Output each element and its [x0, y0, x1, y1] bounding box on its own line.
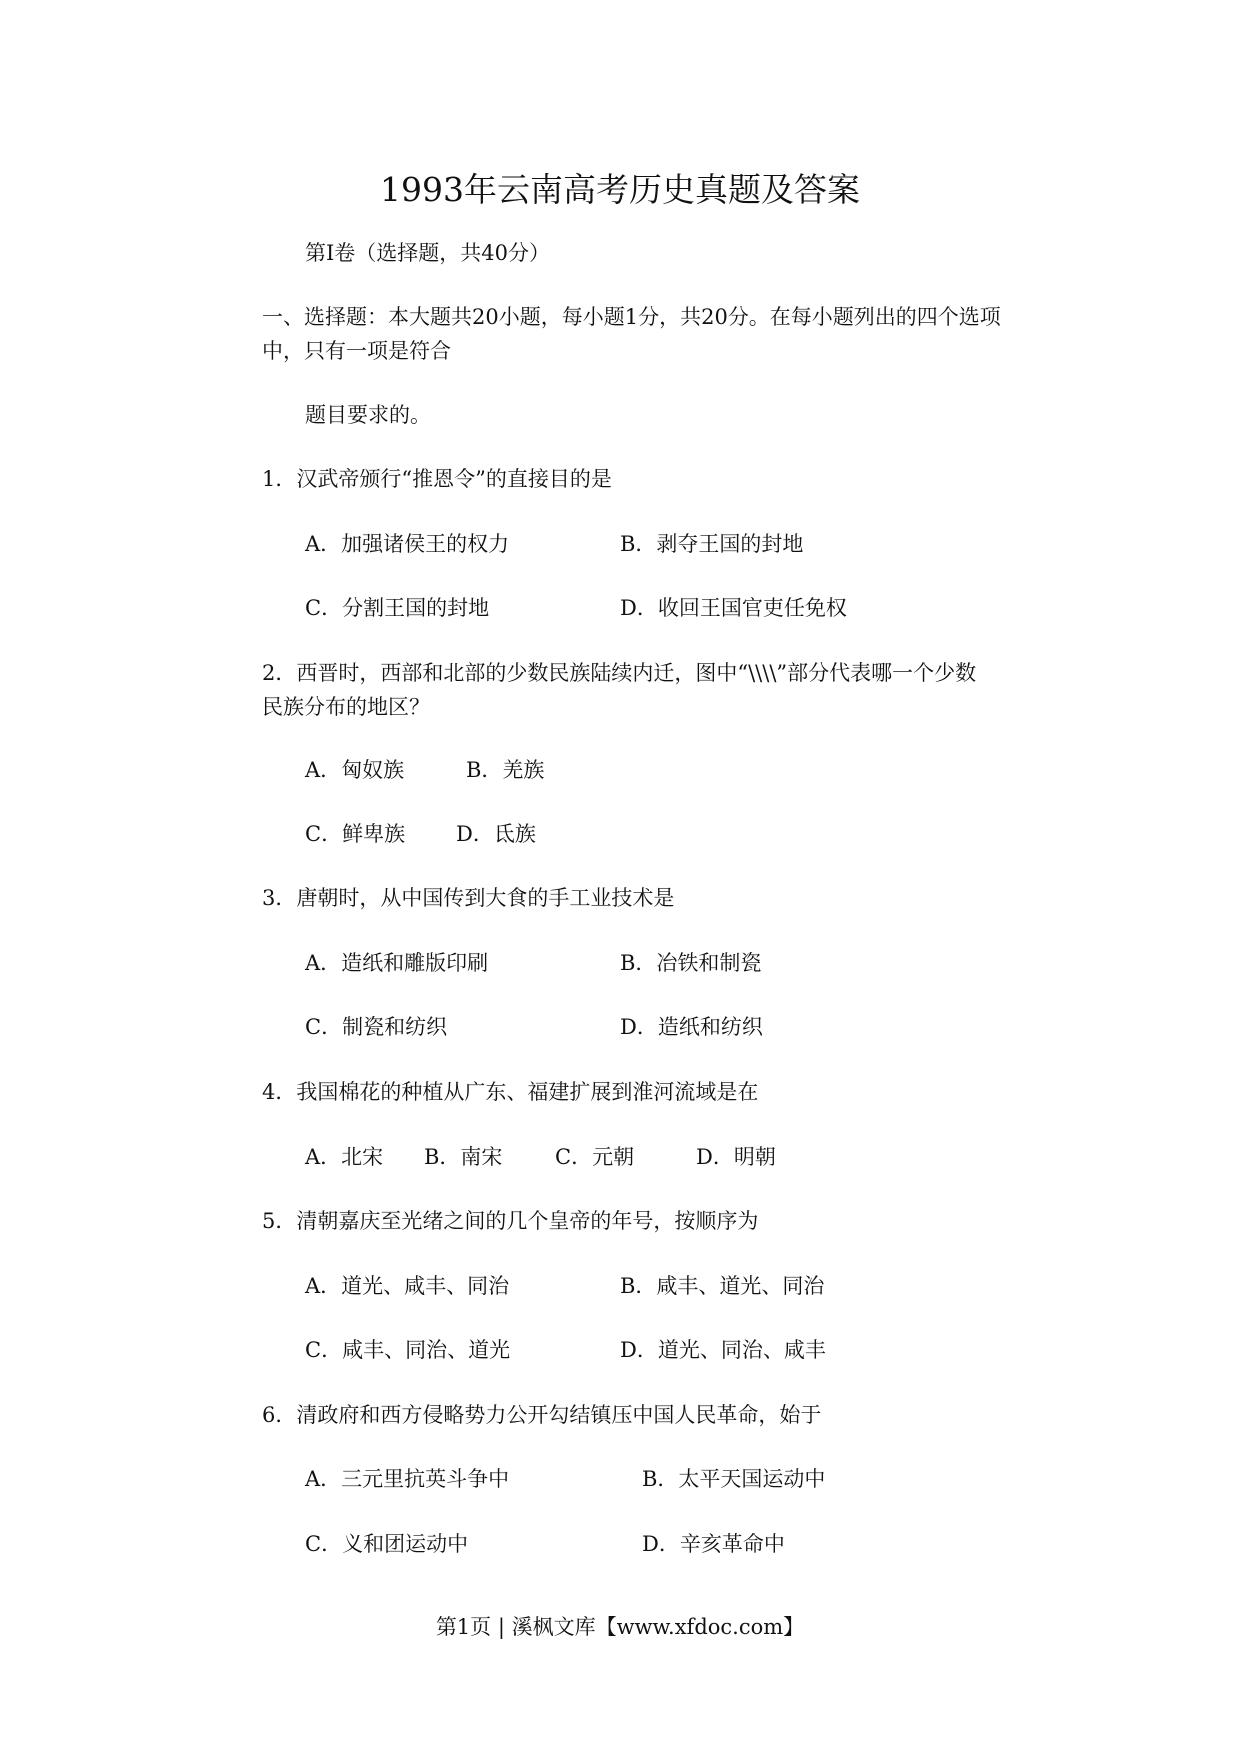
- question-5-stem: 5．清朝嘉庆至光绪之间的几个皇帝的年号，按顺序为: [262, 1209, 759, 1233]
- question-5-option-c: C．咸丰、同治、道光: [305, 1338, 511, 1362]
- question-4-option-a: A．北宋: [305, 1145, 384, 1169]
- question-1-option-d: D．收回王国官吏任免权: [620, 596, 847, 620]
- question-1-option-b: B．剥夺王国的封地: [620, 532, 804, 556]
- question-3-option-d: D．造纸和纺织: [620, 1015, 763, 1039]
- document-title: 1993年云南高考历史真题及答案: [380, 170, 860, 209]
- question-3-option-c: C．制瓷和纺织: [305, 1015, 448, 1039]
- question-5-option-d: D．道光、同治、咸丰: [620, 1338, 826, 1362]
- question-2-stem-line-2: 民族分布的地区？: [262, 695, 430, 719]
- question-4-option-d: D．明朝: [696, 1145, 776, 1169]
- question-2-option-a: A．匈奴族: [305, 758, 405, 782]
- question-3-option-b: B．冶铁和制瓷: [620, 951, 762, 975]
- question-6-option-a: A．三元里抗英斗争中: [305, 1467, 510, 1491]
- instructions-line-3: 题目要求的。: [305, 403, 431, 427]
- instructions-line-1: 一、选择题：本大题共20小题，每小题1分，共20分。在每小题列出的四个选项: [262, 305, 1001, 329]
- section-heading: 第Ⅰ卷（选择题，共40分）: [305, 241, 551, 265]
- question-3-stem: 3．唐朝时，从中国传到大食的手工业技术是: [262, 886, 675, 910]
- question-6-option-c: C．义和团运动中: [305, 1532, 469, 1556]
- question-2-option-c: C．鲜卑族: [305, 822, 406, 846]
- instructions-line-2: 中，只有一项是符合: [262, 339, 451, 363]
- question-6-option-d: D．辛亥革命中: [642, 1532, 785, 1556]
- question-4-stem: 4．我国棉花的种植从广东、福建扩展到淮河流域是在: [262, 1080, 759, 1104]
- question-1-option-c: C．分割王国的封地: [305, 596, 490, 620]
- question-2-stem-line-1: 2．西晋时，西部和北部的少数民族陆续内迁，图中“\\\\”部分代表哪一个少数: [262, 661, 977, 685]
- question-6-stem: 6．清政府和西方侵略势力公开勾结镇压中国人民革命，始于: [262, 1403, 822, 1427]
- page-footer: 第1页 | 溪枫文库【www.xfdoc.com】: [435, 1615, 805, 1639]
- question-2-option-b: B．羌族: [466, 758, 545, 782]
- question-2-option-d: D．氐族: [456, 822, 536, 846]
- question-4-option-b: B．南宋: [424, 1145, 503, 1169]
- question-1-option-a: A．加强诸侯王的权力: [305, 532, 510, 556]
- question-1-stem: 1．汉武帝颁行“推恩令”的直接目的是: [262, 467, 612, 491]
- question-4-option-c: C．元朝: [555, 1145, 635, 1169]
- question-3-option-a: A．造纸和雕版印刷: [305, 951, 489, 975]
- question-5-option-a: A．道光、咸丰、同治: [305, 1274, 510, 1298]
- question-5-option-b: B．咸丰、道光、同治: [620, 1274, 825, 1298]
- question-6-option-b: B．太平天国运动中: [642, 1467, 826, 1491]
